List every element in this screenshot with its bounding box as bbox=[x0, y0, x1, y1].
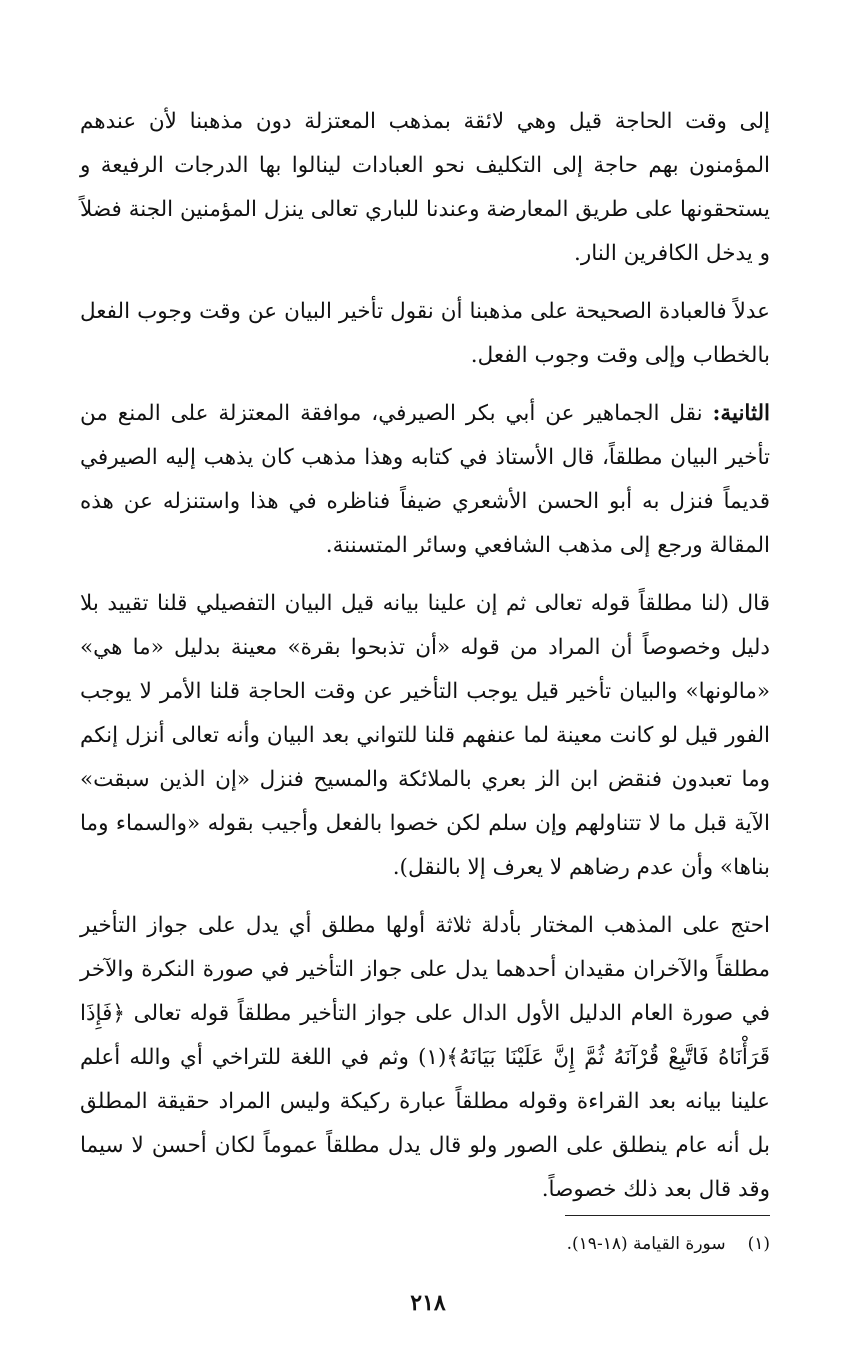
footnote-text: سورة القيامة (١٨-١٩). bbox=[566, 1234, 726, 1254]
footnote-divider bbox=[565, 1215, 770, 1216]
paragraph bbox=[80, 290, 770, 378]
paragraph-text: نقل الجماهير عن أبي بكر الصيرفي، موافقة المعتزلة على المنع من تأخير البيان مطلقاً، قال الأستاذ في كتابه وهذا مذهب كان يذهب إليه الصيرفي قديماً فنزل به أبو الحسن الأشعري ضيفاً فناظره في هذا واستنزله عن هذه المقالة ورجع إلى مذهب الشافعي وسائر المتسننة. bbox=[80, 401, 770, 558]
paragraph-text: احتج على المذهب المختار بأدلة ثلاثة أولها مطلق أي يدل على جواز التأخير مطلقاً والآخران مقيدان أحدهما يدل على جواز التأخير في صورة النكرة والآخر في صورة العام الدليل الأول الدال على جواز التأخير مطلقاً قوله تعالى ﴿فَإِذَا قَرَأْنَاهُ فَاتَّبِعْ قُرْآنَهُ ثُمَّ إِنَّ عَلَيْنَا بَيَانَهُ﴾(١) وثم في اللغة للتراخي أي والله أعلم علينا بيانه بعد القراءة وقوله مطلقاً عبارة ركيكة وليس المراد حقيقة المطلق بل أنه عام ينطلق على الصور ولو قال يدل مطلقاً عموماً لكان أحسن لا سيما وقد قال بعد ذلك خصوصاً. bbox=[80, 913, 770, 1202]
page-body bbox=[80, 100, 770, 1226]
footnote bbox=[567, 1232, 770, 1256]
page-number: ٢١٨ bbox=[410, 1290, 446, 1316]
footnote-number: (١) bbox=[747, 1234, 770, 1254]
paragraph bbox=[80, 904, 770, 1212]
paragraph bbox=[80, 392, 770, 568]
paragraph bbox=[80, 100, 770, 276]
paragraph-text: عدلاً فالعبادة الصحيحة على مذهبنا أن نقول تأخير البيان عن وقت وجوب الفعل بالخطاب وإلى وقت وجوب الفعل. bbox=[80, 299, 770, 368]
paragraph bbox=[80, 582, 770, 890]
paragraph-text: قال (لنا مطلقاً قوله تعالى ثم إن علينا بيانه قيل البيان التفصيلي قلنا تقييد بلا دليل وخصوصاً أن المراد من قوله «أن تذبحوا بقرة» معينة بدليل «ما هي» «مالونها» والبيان تأخير قيل يوجب التأخير عن وقت الحاجة قلنا الأمر لا يوجب الفور قيل لو كانت معينة لما عنفهم قلنا للتواني بعد البيان وأنه تعالى أنزل إنكم وما تعبدون فنقض ابن الز بعري بالملائكة والمسيح فنزل «إن الذين سبقت» الآية قبل ما لا تتناولهم وإن سلم لكن خصوا بالفعل وأجيب بقوله «والسماء وما بناها» وأن عدم رضاهم لا يعرف إلا بالنقل). bbox=[80, 591, 770, 880]
paragraph-lead: الثانية: bbox=[712, 401, 770, 426]
paragraph-text: إلى وقت الحاجة قيل وهي لائقة بمذهب المعتزلة دون مذهبنا لأن عندهم المؤمنون بهم حاجة إلى التكليف نحو العبادات لينالوا بها الدرجات الرفيعة و يستحقونها على طريق المعارضة وعندنا للباري تعالى ينزل المؤمنين الجنة فضلاً و يدخل الكافرين النار. bbox=[80, 109, 770, 266]
